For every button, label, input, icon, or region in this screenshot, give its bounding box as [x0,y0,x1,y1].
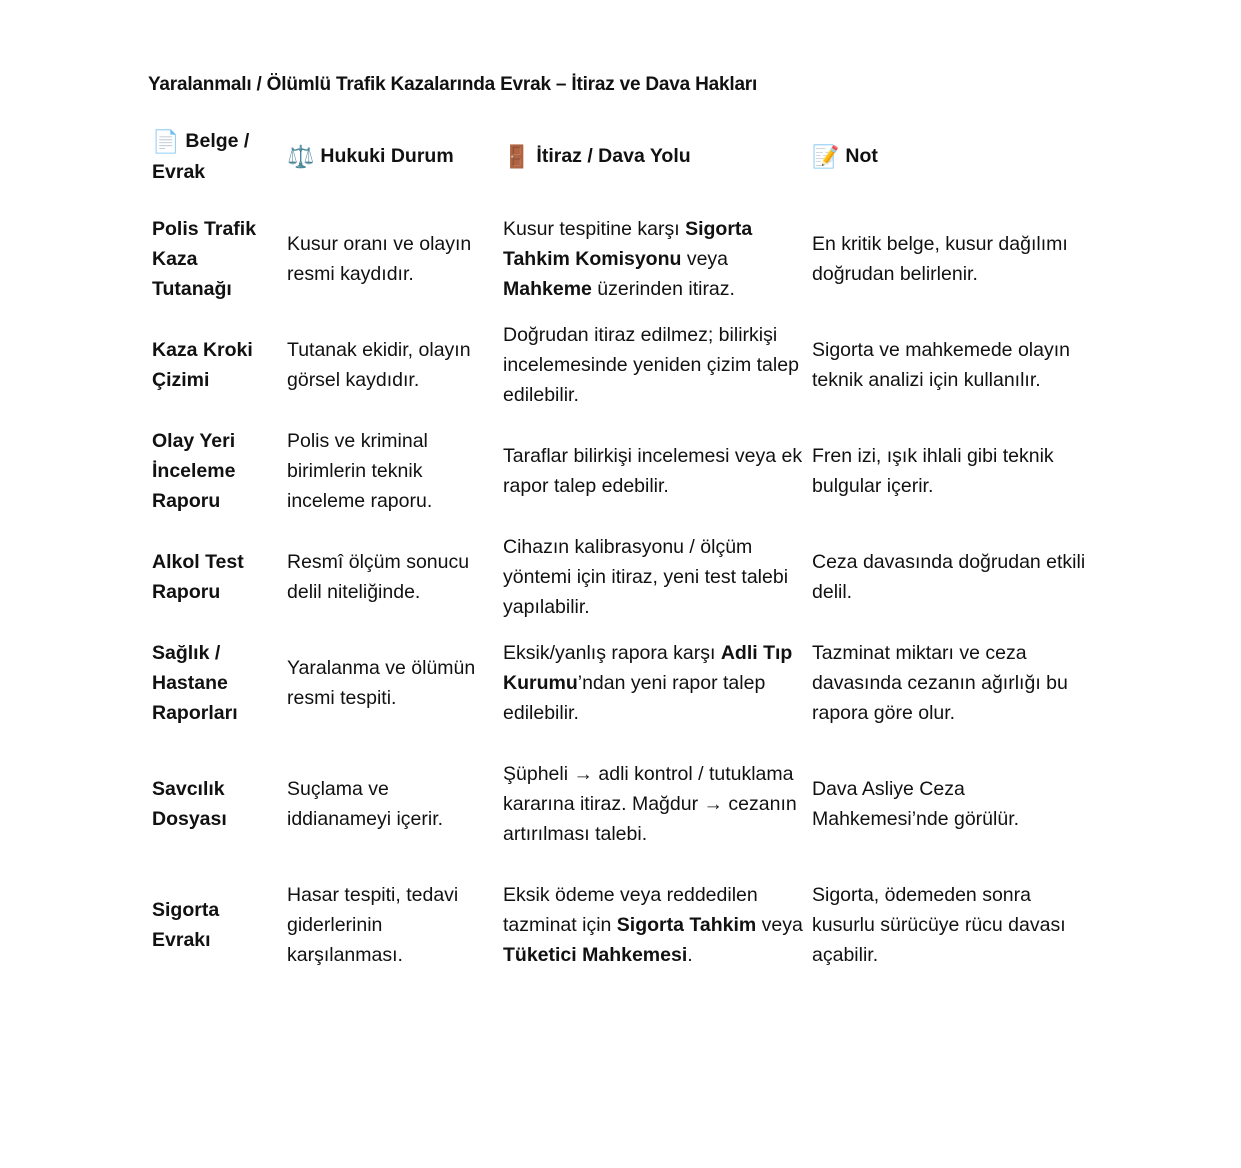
header-note [812,124,1092,206]
appeal-text: Doğrudan itiraz edilmez; bilirkişi incelemesinde yeniden çizim talep edilebilir. [503,324,799,406]
cell-legal-status: Hasar tespiti, tedavi giderlerinin karşılanması. [287,884,459,966]
cell-appeal [503,418,812,524]
document-title: Yaralanmalı / Ölümlü Trafik Kazalarında Evrak – İtiraz ve Dava Hakları [148,74,758,95]
header-label: Hukuki Durum [320,144,454,167]
table-row [152,524,1092,630]
cell-legal-status: Tutanak ekidir, olayın görsel kaydıdır. [287,339,471,391]
document-icon: 📄 [152,128,180,154]
door-icon: 🚪 [503,143,531,169]
cell-document: Alkol Test Raporu [152,551,244,603]
header-label: Not [845,144,878,167]
appeal-emphasis: Sigorta Tahkim Komisyonu [503,218,753,270]
appeal-text: ’ndan yeni rapor talep edilebilir. [503,672,766,724]
appeal-text: . [687,944,693,966]
cell-document: Savcılık Dosyası [152,778,227,830]
table-row [152,206,1092,312]
cell-legal-status: Suçlama ve iddianameyi içerir. [287,778,444,830]
memo-icon: 📝 [812,143,840,169]
appeal-text: Eksik/yanlış rapora karşı [503,642,721,664]
header-legal-status [287,124,503,206]
appeal-emphasis: Mahkeme [503,278,592,300]
cell-note: Tazminat miktarı ve ceza davasında cezanın ağırlığı bu rapora göre olur. [812,642,1068,724]
appeal-text: Kusur tespitine karşı [503,218,686,240]
appeal-emphasis: Adli Tıp Kurumu [503,642,793,694]
table-row [152,872,1092,978]
cell-note: Ceza davasında doğrudan etkili delil. [812,551,1086,603]
header-label: Belge / Evrak [152,129,250,183]
header-row [152,124,1092,206]
appeal-text: Şüpheli → adli kontrol / tutuklama kararına itiraz. Mağdur → cezanın artırılması talebi. [503,763,797,845]
table-row [152,418,1092,524]
cell-document: Olay Yeri İnceleme Raporu [152,430,236,512]
cell-appeal [503,524,812,630]
appeal-text: Cihazın kalibrasyonu / ölçüm yöntemi için itiraz, yeni test talebi yapılabilir. [503,536,789,618]
cell-note: Dava Asliye Ceza Mahkemesi’nde görülür. [812,778,1020,830]
cell-document: Sağlık / Hastane Raporları [152,642,238,724]
cell-note: Fren izi, ışık ihlali gibi teknik bulgular içerir. [812,445,1054,497]
cell-document: Kaza Kroki Çizimi [152,339,253,391]
appeal-text: veya [681,248,729,270]
table-row [152,312,1092,418]
header-appeal [503,124,812,206]
appeal-emphasis: Tüketici Mahkemesi [503,944,688,966]
table-row [152,736,1092,872]
documents-table [152,124,1092,978]
cell-note: Sigorta ve mahkemede olayın teknik analizi için kullanılır. [812,339,1070,391]
header-document [152,124,287,206]
cell-legal-status: Polis ve kriminal birimlerin teknik inceleme raporu. [287,430,433,512]
cell-appeal [503,312,812,418]
cell-appeal [503,630,812,736]
table-body [152,206,1092,978]
appeal-text: Eksik ödeme veya reddedilen tazminat için [503,884,758,936]
cell-note: Sigorta, ödemeden sonra kusurlu sürücüye rücu davası açabilir. [812,884,1066,966]
scales-icon: ⚖️ [287,143,315,169]
cell-appeal [503,872,812,978]
cell-document: Sigorta Evrakı [152,899,220,951]
table-row [152,630,1092,736]
cell-note: En kritik belge, kusur dağılımı doğrudan belirlenir. [812,233,1068,285]
cell-legal-status: Yaralanma ve ölümün resmi tespiti. [287,657,476,709]
cell-appeal [503,206,812,312]
cell-legal-status: Kusur oranı ve olayın resmi kaydıdır. [287,233,472,285]
appeal-emphasis: Sigorta Tahkim [616,914,757,936]
appeal-text: Taraflar bilirkişi incelemesi veya ek rapor talep edebilir. [503,445,803,497]
table-header [152,124,1092,206]
header-label: İtiraz / Dava Yolu [536,144,691,167]
cell-legal-status: Resmî ölçüm sonucu delil niteliğinde. [287,551,470,603]
appeal-text: üzerinden itiraz. [591,278,735,300]
cell-document: Polis Trafik Kaza Tutanağı [152,218,257,300]
cell-appeal [503,736,812,872]
appeal-text: veya [756,914,803,936]
